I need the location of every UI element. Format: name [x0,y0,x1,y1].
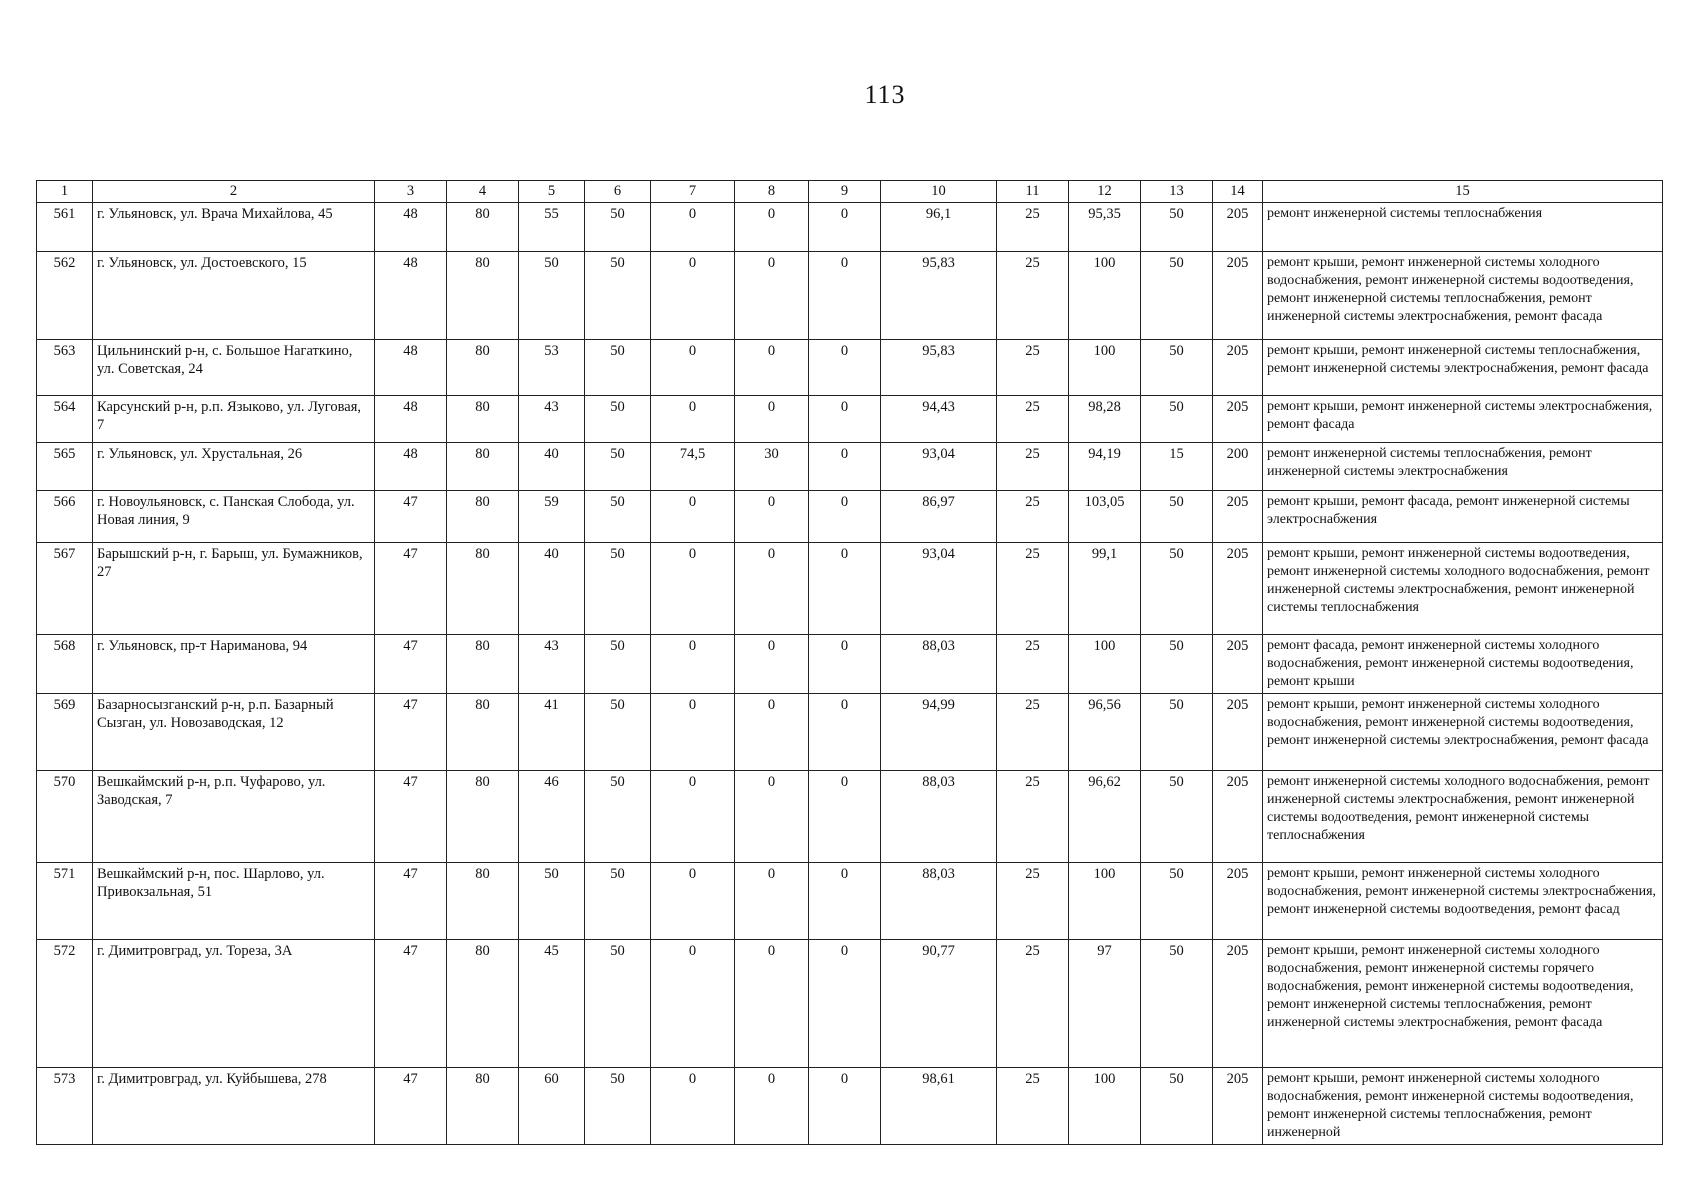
cell-c14: 205 [1213,203,1263,252]
cell-c8: 0 [735,1068,809,1145]
cell-repair-works: ремонт крыши, ремонт инженерной системы холодного водоснабжения, ремонт инженерной системы горячего водоснабжения, ремонт инженерной системы водоотведения, ремонт инженерной системы теплоснабжения, ремонт инженерной системы электроснабжения, ремонт фасада [1263,940,1663,1068]
column-header: 10 [881,181,997,203]
cell-c3: 47 [375,491,447,543]
cell-c5: 53 [519,340,585,396]
cell-address: г. Ульяновск, ул. Врача Михайлова, 45 [93,203,375,252]
cell-c12: 98,28 [1069,396,1141,443]
cell-c7: 0 [651,940,735,1068]
cell-address: г. Димитровград, ул. Тореза, 3А [93,940,375,1068]
cell-c6: 50 [585,443,651,491]
cell-c8: 0 [735,252,809,340]
cell-repair-works: ремонт крыши, ремонт инженерной системы холодного водоснабжения, ремонт инженерной системы водоотведения, ремонт инженерной системы теплоснабжения, ремонт инженерной [1263,1068,1663,1145]
cell-c5: 40 [519,443,585,491]
cell-c11: 25 [997,940,1069,1068]
cell-c12: 96,62 [1069,771,1141,863]
cell-row-number: 568 [37,635,93,694]
cell-c12: 100 [1069,635,1141,694]
cell-c9: 0 [809,771,881,863]
cell-c9: 0 [809,340,881,396]
column-header: 1 [37,181,93,203]
table-row [37,940,1663,1068]
cell-c3: 48 [375,396,447,443]
cell-c12: 95,35 [1069,203,1141,252]
cell-c7: 0 [651,635,735,694]
cell-c8: 0 [735,396,809,443]
cell-c11: 25 [997,1068,1069,1145]
cell-c6: 50 [585,771,651,863]
cell-c6: 50 [585,635,651,694]
cell-c3: 47 [375,694,447,771]
cell-c4: 80 [447,252,519,340]
cell-c13: 50 [1141,543,1213,635]
cell-c9: 0 [809,491,881,543]
cell-address: Карсунский р-н, р.п. Языково, ул. Луговая, 7 [93,396,375,443]
cell-c3: 47 [375,940,447,1068]
cell-c12: 100 [1069,252,1141,340]
cell-c3: 48 [375,203,447,252]
cell-c7: 0 [651,203,735,252]
cell-c12: 99,1 [1069,543,1141,635]
cell-c7: 0 [651,543,735,635]
cell-c10: 96,1 [881,203,997,252]
cell-c10: 93,04 [881,543,997,635]
cell-c11: 25 [997,396,1069,443]
cell-c7: 0 [651,340,735,396]
cell-c14: 205 [1213,340,1263,396]
column-header: 7 [651,181,735,203]
cell-c10: 88,03 [881,771,997,863]
cell-c9: 0 [809,694,881,771]
cell-c5: 40 [519,543,585,635]
cell-c12: 100 [1069,340,1141,396]
cell-c4: 80 [447,863,519,940]
cell-c13: 50 [1141,771,1213,863]
table-row [37,443,1663,491]
cell-row-number: 562 [37,252,93,340]
column-header: 15 [1263,181,1663,203]
column-header: 3 [375,181,447,203]
cell-c6: 50 [585,543,651,635]
cell-c10: 95,83 [881,340,997,396]
cell-c12: 96,56 [1069,694,1141,771]
table-row [37,694,1663,771]
cell-row-number: 565 [37,443,93,491]
table-row [37,771,1663,863]
column-header: 2 [93,181,375,203]
cell-c8: 0 [735,491,809,543]
cell-c6: 50 [585,396,651,443]
column-header: 12 [1069,181,1141,203]
cell-c4: 80 [447,635,519,694]
cell-c8: 0 [735,863,809,940]
cell-c12: 103,05 [1069,491,1141,543]
cell-c13: 50 [1141,491,1213,543]
cell-c10: 98,61 [881,1068,997,1145]
cell-c7: 0 [651,771,735,863]
cell-c7: 0 [651,863,735,940]
cell-c9: 0 [809,635,881,694]
cell-c5: 55 [519,203,585,252]
cell-row-number: 570 [37,771,93,863]
cell-c3: 48 [375,443,447,491]
cell-c14: 205 [1213,635,1263,694]
cell-c8: 0 [735,694,809,771]
cell-address: Вешкаймский р-н, пос. Шарлово, ул. Привокзальная, 51 [93,863,375,940]
cell-c11: 25 [997,203,1069,252]
cell-c5: 50 [519,252,585,340]
cell-c6: 50 [585,694,651,771]
cell-c3: 47 [375,771,447,863]
cell-row-number: 561 [37,203,93,252]
cell-c14: 205 [1213,863,1263,940]
table-row [37,1068,1663,1145]
cell-c7: 74,5 [651,443,735,491]
column-header: 9 [809,181,881,203]
cell-c13: 50 [1141,340,1213,396]
cell-address: г. Ульяновск, пр-т Нариманова, 94 [93,635,375,694]
cell-c8: 0 [735,340,809,396]
cell-repair-works: ремонт крыши, ремонт инженерной системы холодного водоснабжения, ремонт инженерной системы электроснабжения, ремонт инженерной системы водоотведения, ремонт фасад [1263,863,1663,940]
cell-c6: 50 [585,252,651,340]
cell-c3: 47 [375,1068,447,1145]
cell-c5: 43 [519,635,585,694]
cell-c11: 25 [997,491,1069,543]
cell-c6: 50 [585,491,651,543]
cell-c9: 0 [809,863,881,940]
cell-c12: 97 [1069,940,1141,1068]
cell-c4: 80 [447,1068,519,1145]
table-row [37,203,1663,252]
page-number: 113 [864,80,906,109]
cell-repair-works: ремонт инженерной системы холодного водоснабжения, ремонт инженерной системы электроснабжения, ремонт инженерной системы водоотведения, ремонт инженерной системы теплоснабжения [1263,771,1663,863]
cell-repair-works: ремонт крыши, ремонт инженерной системы электроснабжения, ремонт фасада [1263,396,1663,443]
cell-c7: 0 [651,396,735,443]
cell-c14: 205 [1213,694,1263,771]
cell-c4: 80 [447,771,519,863]
cell-repair-works: ремонт крыши, ремонт фасада, ремонт инженерной системы электроснабжения [1263,491,1663,543]
cell-c6: 50 [585,340,651,396]
column-header: 5 [519,181,585,203]
cell-c13: 50 [1141,694,1213,771]
cell-c6: 50 [585,863,651,940]
cell-c8: 0 [735,635,809,694]
cell-c12: 94,19 [1069,443,1141,491]
cell-c10: 86,97 [881,491,997,543]
cell-c12: 100 [1069,1068,1141,1145]
cell-c4: 80 [447,340,519,396]
table-row [37,863,1663,940]
cell-c10: 94,99 [881,694,997,771]
cell-address: Базарносызганский р-н, р.п. Базарный Сызган, ул. Новозаводская, 12 [93,694,375,771]
cell-c11: 25 [997,543,1069,635]
cell-address: Цильнинский р-н, с. Большое Нагаткино, ул. Советская, 24 [93,340,375,396]
cell-c11: 25 [997,694,1069,771]
cell-c11: 25 [997,635,1069,694]
cell-c4: 80 [447,940,519,1068]
cell-c10: 94,43 [881,396,997,443]
cell-c13: 50 [1141,396,1213,443]
cell-row-number: 571 [37,863,93,940]
cell-c7: 0 [651,694,735,771]
cell-c7: 0 [651,1068,735,1145]
cell-c8: 0 [735,543,809,635]
cell-c11: 25 [997,771,1069,863]
cell-c6: 50 [585,940,651,1068]
cell-c13: 50 [1141,252,1213,340]
cell-c14: 205 [1213,252,1263,340]
cell-c10: 88,03 [881,635,997,694]
cell-repair-works: ремонт инженерной системы теплоснабжения, ремонт инженерной системы электроснабжения [1263,443,1663,491]
cell-address: г. Новоульяновск, с. Панская Слобода, ул. Новая линия, 9 [93,491,375,543]
column-header: 4 [447,181,519,203]
cell-c9: 0 [809,396,881,443]
table-row [37,252,1663,340]
cell-address: г. Ульяновск, ул. Достоевского, 15 [93,252,375,340]
cell-c10: 90,77 [881,940,997,1068]
cell-c6: 50 [585,1068,651,1145]
cell-c10: 95,83 [881,252,997,340]
cell-c5: 43 [519,396,585,443]
cell-c3: 47 [375,863,447,940]
cell-c4: 80 [447,443,519,491]
cell-repair-works: ремонт фасада, ремонт инженерной системы холодного водоснабжения, ремонт инженерной системы водоотведения, ремонт крыши [1263,635,1663,694]
cell-c13: 50 [1141,863,1213,940]
cell-repair-works: ремонт крыши, ремонт инженерной системы теплоснабжения, ремонт инженерной системы электроснабжения, ремонт фасада [1263,340,1663,396]
cell-c6: 50 [585,203,651,252]
cell-c4: 80 [447,491,519,543]
cell-c14: 205 [1213,940,1263,1068]
cell-repair-works: ремонт крыши, ремонт инженерной системы водоотведения, ремонт инженерной системы холодного водоснабжения, ремонт инженерной системы электроснабжения, ремонт инженерной системы теплоснабжения [1263,543,1663,635]
cell-c5: 59 [519,491,585,543]
cell-c3: 48 [375,340,447,396]
cell-c8: 0 [735,203,809,252]
cell-c13: 50 [1141,203,1213,252]
cell-c9: 0 [809,203,881,252]
cell-c5: 45 [519,940,585,1068]
cell-row-number: 569 [37,694,93,771]
cell-c4: 80 [447,694,519,771]
cell-c8: 30 [735,443,809,491]
cell-row-number: 564 [37,396,93,443]
cell-c14: 205 [1213,1068,1263,1145]
cell-row-number: 573 [37,1068,93,1145]
cell-row-number: 572 [37,940,93,1068]
cell-repair-works: ремонт крыши, ремонт инженерной системы холодного водоснабжения, ремонт инженерной системы водоотведения, ремонт инженерной системы электроснабжения, ремонт фасада [1263,694,1663,771]
cell-c11: 25 [997,443,1069,491]
cell-c13: 50 [1141,1068,1213,1145]
cell-c9: 0 [809,252,881,340]
cell-c13: 50 [1141,635,1213,694]
repair-register-table [36,180,1663,1145]
cell-c9: 0 [809,1068,881,1145]
column-number-row [37,181,1663,203]
column-header: 13 [1141,181,1213,203]
cell-c3: 48 [375,252,447,340]
cell-c14: 205 [1213,491,1263,543]
cell-address: Барышский р-н, г. Барыш, ул. Бумажников, 27 [93,543,375,635]
column-header: 6 [585,181,651,203]
table-row [37,396,1663,443]
cell-c3: 47 [375,543,447,635]
cell-c14: 205 [1213,396,1263,443]
cell-address: г. Димитровград, ул. Куйбышева, 278 [93,1068,375,1145]
cell-c8: 0 [735,940,809,1068]
cell-row-number: 567 [37,543,93,635]
cell-c7: 0 [651,491,735,543]
cell-c13: 50 [1141,940,1213,1068]
cell-c11: 25 [997,863,1069,940]
cell-address: Вешкаймский р-н, р.п. Чуфарово, ул. Заводская, 7 [93,771,375,863]
cell-row-number: 563 [37,340,93,396]
cell-c14: 205 [1213,543,1263,635]
cell-c11: 25 [997,340,1069,396]
cell-c11: 25 [997,252,1069,340]
cell-c4: 80 [447,543,519,635]
cell-repair-works: ремонт инженерной системы теплоснабжения [1263,203,1663,252]
cell-c4: 80 [447,396,519,443]
cell-c3: 47 [375,635,447,694]
cell-c10: 88,03 [881,863,997,940]
cell-c10: 93,04 [881,443,997,491]
cell-c12: 100 [1069,863,1141,940]
cell-address: г. Ульяновск, ул. Хрустальная, 26 [93,443,375,491]
cell-c9: 0 [809,940,881,1068]
cell-c9: 0 [809,443,881,491]
table-row [37,543,1663,635]
column-header: 11 [997,181,1069,203]
cell-c13: 15 [1141,443,1213,491]
table-row [37,635,1663,694]
cell-c14: 205 [1213,771,1263,863]
cell-repair-works: ремонт крыши, ремонт инженерной системы холодного водоснабжения, ремонт инженерной системы водоотведения, ремонт инженерной системы теплоснабжения, ремонт инженерной системы электроснабжения, ремонт фасада [1263,252,1663,340]
cell-row-number: 566 [37,491,93,543]
table-row [37,340,1663,396]
cell-c8: 0 [735,771,809,863]
cell-c4: 80 [447,203,519,252]
column-header: 14 [1213,181,1263,203]
cell-c5: 46 [519,771,585,863]
column-header: 8 [735,181,809,203]
table-row [37,491,1663,543]
cell-c5: 60 [519,1068,585,1145]
cell-c5: 41 [519,694,585,771]
cell-c7: 0 [651,252,735,340]
cell-c5: 50 [519,863,585,940]
cell-c14: 200 [1213,443,1263,491]
cell-c9: 0 [809,543,881,635]
